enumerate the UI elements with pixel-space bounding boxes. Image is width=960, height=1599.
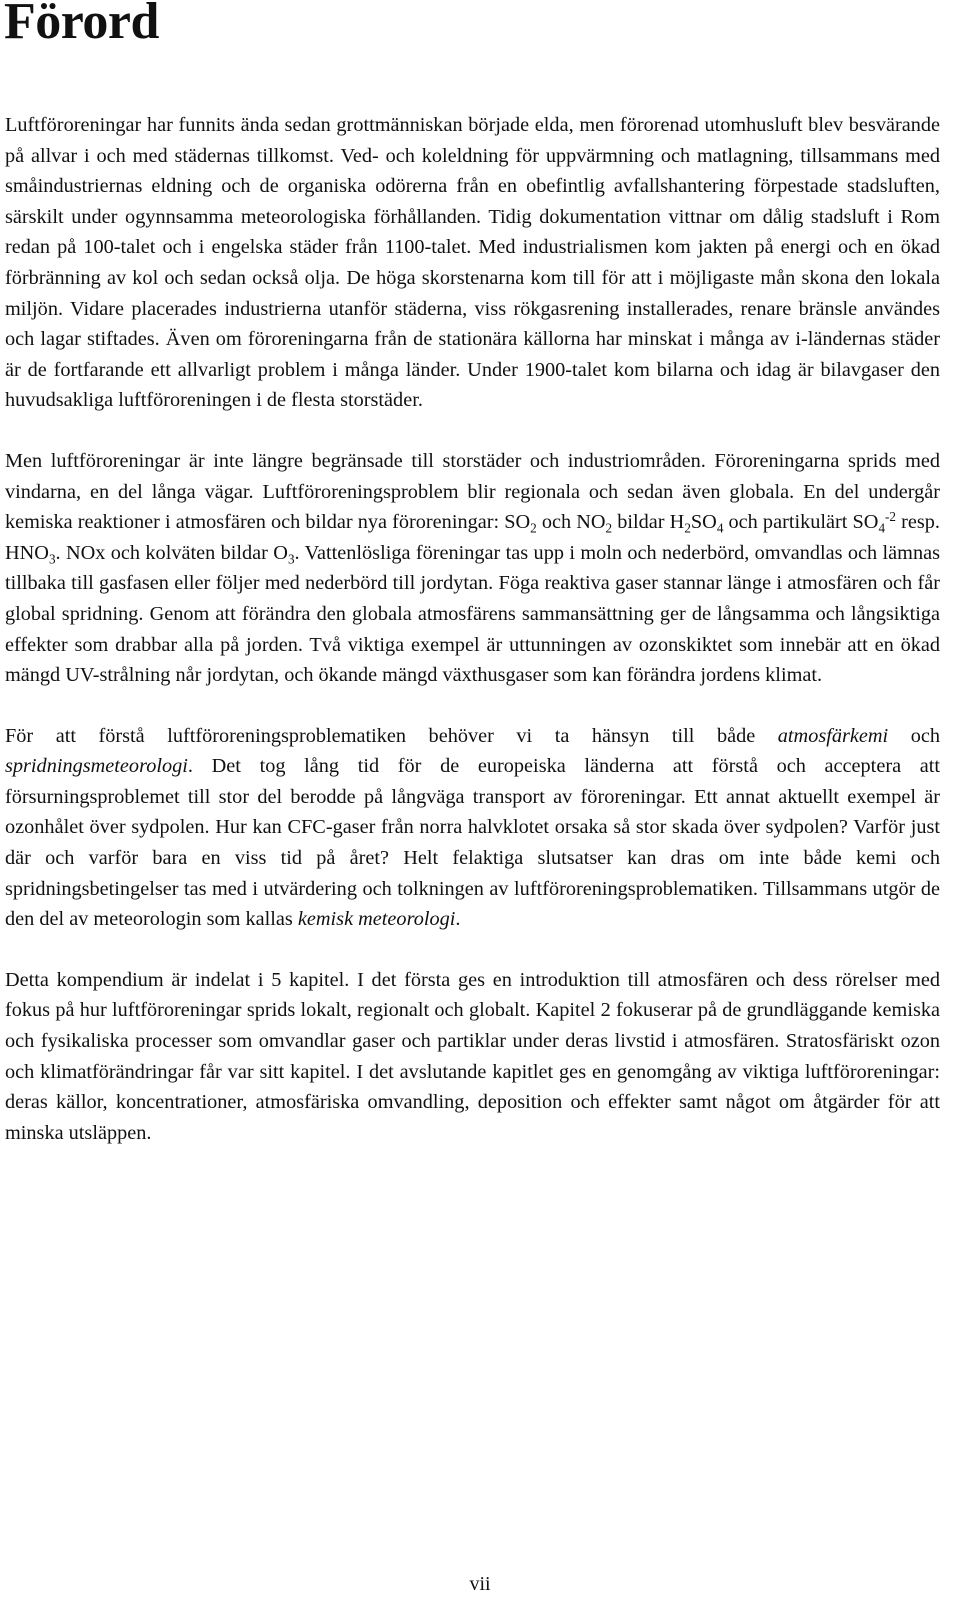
text-run: och NO <box>536 511 606 534</box>
text-run: bildar H <box>612 511 685 534</box>
subscript: 4 <box>878 520 886 536</box>
subscript: 2 <box>605 520 613 536</box>
emphasis-term: spridningsmeteorologi <box>5 755 188 778</box>
paragraph-4: Detta kompendium är indelat i 5 kapitel. I det första ges en introduktion till atmosfären och dess rörelser med fokus på hur luftföroreningar sprids lokalt, regionalt och globalt. Kapitel 2 fokuserar på de grundläggande kemiska och fysikaliska processer som omvandlar gaser och partiklar under deras livstid i atmosfären. Stratosfäriskt ozon och klimatförändringar får var sitt kapitel. I det avslutande kapitlet ges en genomgång av viktiga luftföroreningar: deras källor, koncentrationer, atmosfäriska omvandling, deposition och effekter samt något om åtgärder för att minska utsläppen. <box>5 968 940 1144</box>
text-run: och <box>888 724 941 747</box>
text-run: resp. HNO <box>5 511 940 564</box>
subscript: 3 <box>48 551 56 567</box>
superscript: -2 <box>885 508 897 524</box>
foreword-body <box>5 110 940 1148</box>
subscript: 3 <box>287 551 295 567</box>
paragraph-1: Luftföroreningar har funnits ända sedan grottmänniskan började elda, men förorenad utomhusluft blev besvärande på allvar i och med städernas tillkomst. Ved- och koleldning för uppvärmning och matlagning, tillsammans med småindustriernas eldning och de organiska odörerna från en obefintlig avfallshantering förpestade stadsluften, särskilt under ogynnsamma meteorologiska förhållanden. Tidig dokumentation vittnar om dålig stadsluft i Rom redan på 100-talet och i engelska städer från 1100-talet. Med industrialismen kom jakten på energi och en ökad förbränning av kol och sedan också olja. De höga skorstenarna kom till för att i möjligaste mån skona den lokala miljön. Vidare placerades industrierna utanför städerna, viss rökgasrening installerades, renare bränsle användes och lagar stiftades. Även om föroreningarna från de stationära källorna har minskat i många av i-ländernas städer är de fortfarande ett allvarligt problem i många länder. Under 1900-talet kom bilarna och idag är bilavgaser den huvudsakliga luftföroreningen i de flesta storstäder. <box>5 114 940 412</box>
text-run: . NOx och kolväten bildar O <box>55 541 288 564</box>
text-run: . <box>455 908 461 931</box>
page-number: vii <box>469 1573 491 1595</box>
text-run: . Det tog lång tid för de europeiska länderna att förstå och acceptera att försurningsproblemet till stor del berodde på långväga transport av föroreningar. Ett annat aktuellt exempel är ozonhålet över sydpolen. Hur kan CFC-gaser från norra halvklotet orsaka så stor skada över sydpolen? Varför just där och varför bara en viss tid på året? Helt felaktiga slutsatser kan dras om inte både kemi och spridningsbetingelser tas med i utvärdering och tolkningen av luftföroreningsproblematiken. Tillsammans utgör de den del av meteorologin som kallas <box>5 755 940 931</box>
emphasis-term: atmosfärkemi <box>777 724 889 747</box>
subscript: 4 <box>716 520 724 536</box>
subscript: 2 <box>684 520 691 536</box>
text-run: SO <box>690 511 717 534</box>
text-run: och partikulärt SO <box>723 511 879 534</box>
text-run: För att förstå luftföroreningsproblematiken behöver vi ta hänsyn till både <box>5 724 778 747</box>
page-title: Förord <box>4 0 159 50</box>
text-run: . Vattenlösliga föreningar tas upp i moln och nederbörd, omvandlas och lämnas tillbaka till gasfasen eller följer med nederbörd till jordytan. Föga reaktiva gaser stannar länge i atmosfären och får global spridning. Genom att förändra den globala atmosfärens sammansättning ger de långsamma och långsiktiga effekter som drabbar alla på jorden. Två viktiga exempel är uttunningen av ozonskiktet som innebär att en ökad mängd UV-strålning når jordytan, och ökande mängd växthusgaser som kan förändra jordens klimat. <box>5 541 940 687</box>
text-run: Men luftföroreningar är inte längre begränsade till storstäder och industriområden. Föroreningarna sprids med vindarna, en del långa vägar. Luftföroreningsproblem blir regionala och sedan även globala. En del undergår kemiska reaktioner i atmosfären och bildar nya föroreningar: SO <box>5 449 940 534</box>
paragraph-2 <box>5 446 940 691</box>
subscript: 2 <box>530 520 537 536</box>
emphasis-term: kemisk meteorologi <box>297 908 456 931</box>
paragraph-3 <box>5 721 940 935</box>
